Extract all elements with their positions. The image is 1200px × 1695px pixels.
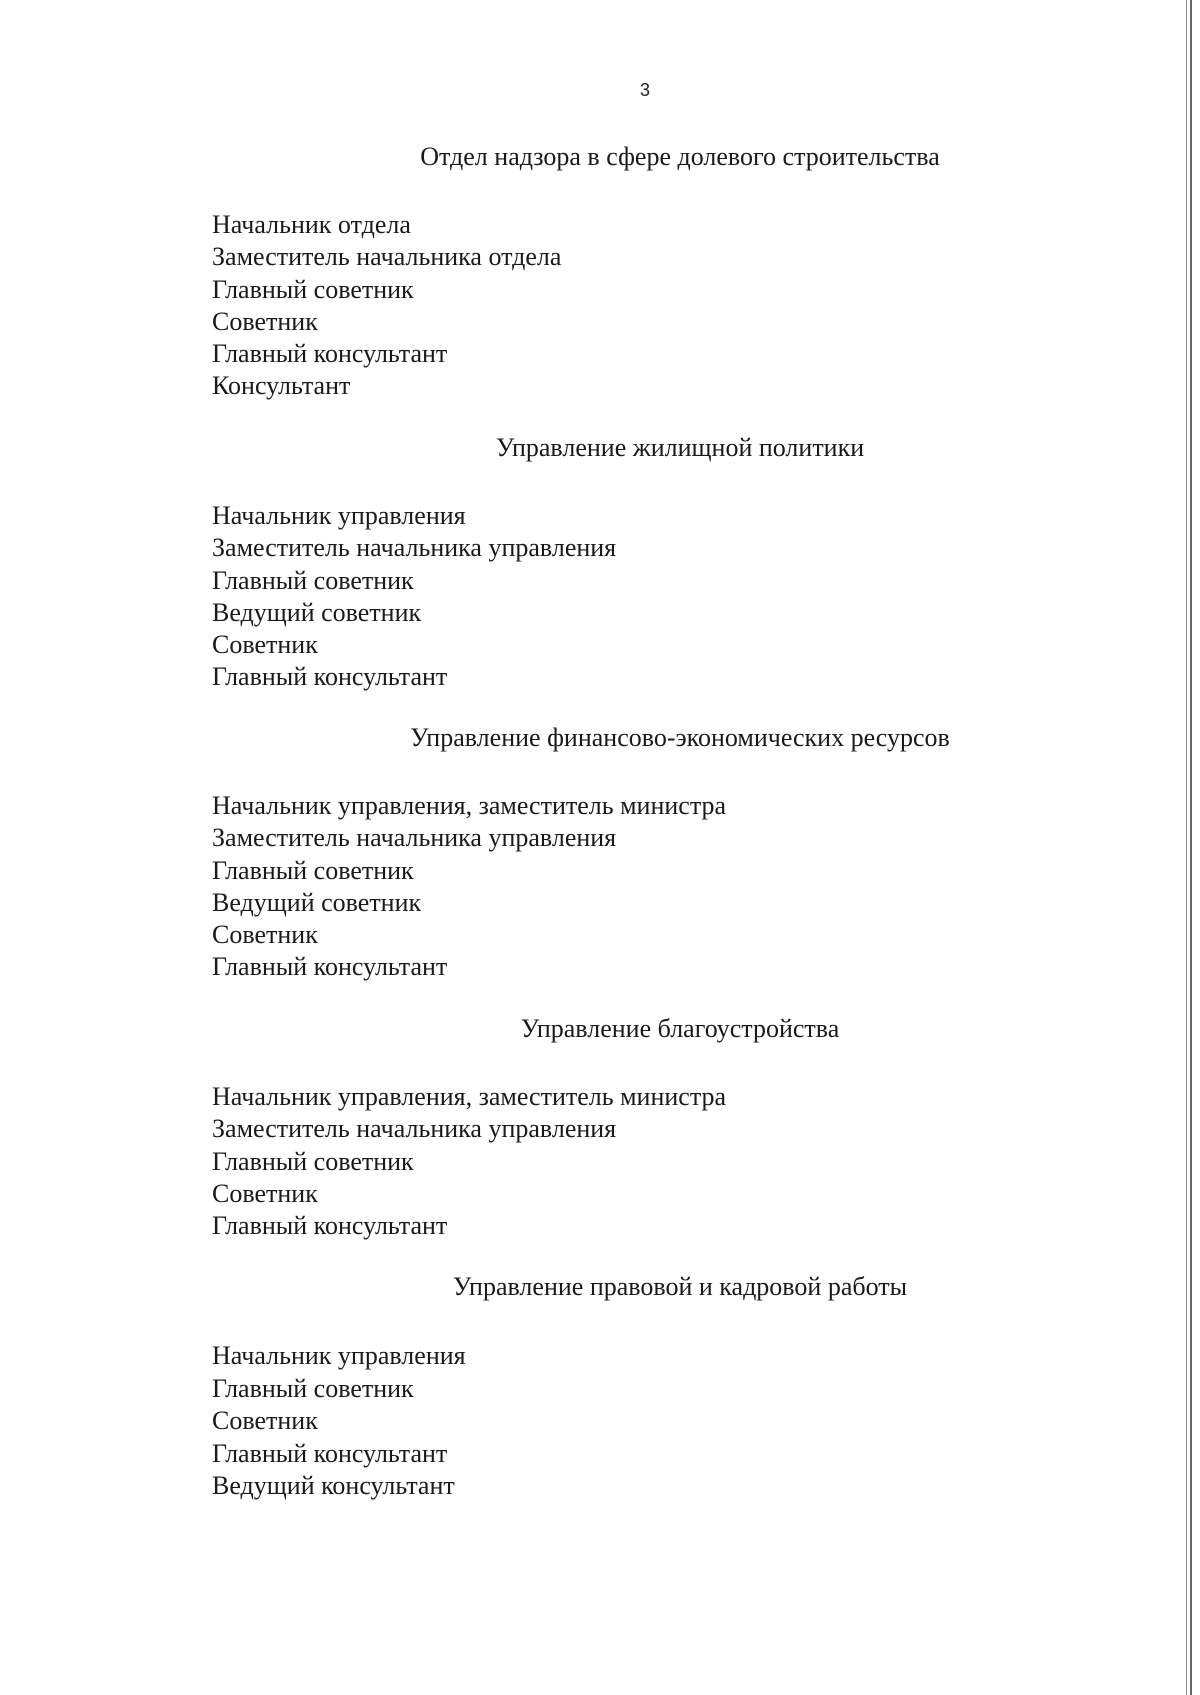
section-title-landscaping: Управление благоустройства: [520, 1014, 840, 1043]
position-list-financial-resources: [212, 790, 726, 984]
position-item: Советник: [212, 1178, 318, 1208]
position-item: Главный консультант: [212, 662, 448, 692]
position-list-housing-policy: [212, 500, 616, 694]
position-item: Ведущий советник: [212, 887, 422, 917]
scan-edge-line: [1186, 0, 1187, 1695]
position-item: Главный советник: [212, 274, 414, 304]
section-title-housing-policy: Управление жилищной политики: [495, 433, 865, 462]
position-item: Главный советник: [212, 1373, 414, 1403]
position-item: Начальник управления: [212, 1341, 466, 1370]
section-title-construction-supervision: Отдел надзора в сфере долевого строительства: [420, 142, 940, 171]
page-number: 3: [639, 80, 650, 100]
position-list-landscaping: [212, 1081, 726, 1242]
position-item: Заместитель начальника управления: [212, 823, 617, 853]
position-item: Советник: [212, 1406, 318, 1435]
position-item: Главный советник: [212, 855, 414, 885]
position-item: Начальник управления, заместитель министра: [212, 1082, 727, 1111]
position-item: Главный консультант: [212, 1211, 448, 1241]
position-item: Главный консультант: [212, 339, 448, 369]
position-item: Ведущий консультант: [212, 1471, 455, 1500]
position-item: Заместитель начальника управления: [212, 1114, 617, 1144]
position-item: Советник: [212, 920, 318, 950]
scan-edge-line: [1190, 0, 1192, 1695]
position-item: Начальник отдела: [212, 210, 411, 239]
position-item: Ведущий советник: [212, 597, 422, 627]
position-item: Заместитель начальника управления: [212, 533, 617, 563]
position-list-legal-personnel: [212, 1340, 466, 1503]
section-title-legal-personnel: Управление правовой и кадровой работы: [452, 1272, 908, 1301]
position-item: Главный консультант: [212, 952, 448, 982]
position-item: Главный советник: [212, 1146, 414, 1176]
position-item: Советник: [212, 630, 318, 660]
position-item: Начальник управления, заместитель министра: [212, 791, 727, 820]
position-item: Советник: [212, 306, 318, 336]
position-item: Консультант: [212, 371, 351, 401]
section-title-financial-resources: Управление финансово-экономических ресурсов: [410, 723, 950, 752]
position-item: Заместитель начальника отдела: [212, 242, 562, 272]
position-item: Главный консультант: [212, 1438, 448, 1468]
position-item: Начальник управления: [212, 501, 466, 530]
position-list-construction-supervision: [212, 209, 561, 403]
position-item: Главный советник: [212, 565, 414, 595]
